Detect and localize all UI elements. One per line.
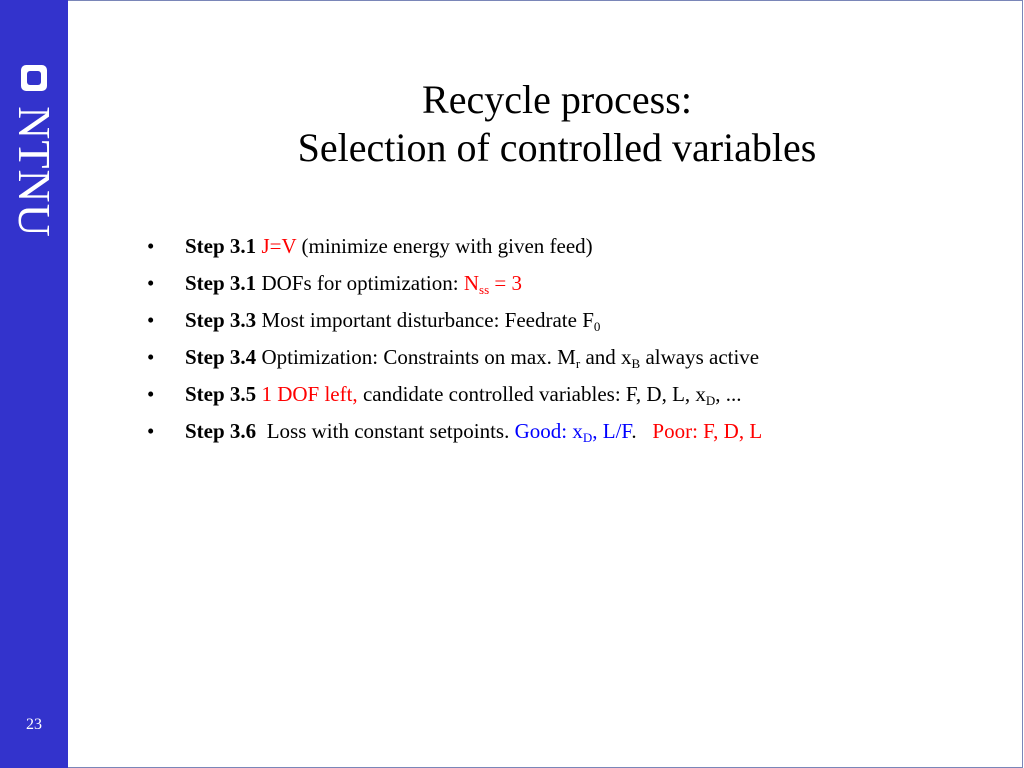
step-label: Step 3.3: [185, 308, 257, 332]
sidebar: [0, 0, 68, 768]
highlight-red: 1 DOF left,: [261, 382, 358, 406]
bullet-item: • Step 3.1 DOFs for optimization: $N_{ss} = 3$: [147, 265, 1007, 302]
bullet-item: • Step 3.1 J=V (minimize energy with given feed): [147, 228, 1007, 265]
step-label: Step 3.1: [185, 271, 257, 295]
highlight-red: $N_{ss} = 3$: [463, 271, 522, 297]
bullet-icon: •: [147, 382, 155, 406]
highlight-blue: Good: $x_D$, L/F: [514, 419, 632, 445]
step-label: Step 3.4: [185, 345, 257, 369]
bullet-item: • Step 3.4 Optimization: Constraints on max. $M_r$ and $x_B$ always active: [147, 339, 1007, 376]
bullet-icon: •: [147, 419, 155, 443]
bullet-icon: •: [147, 234, 155, 258]
bullet-item: • Step 3.3 Most important disturbance: Feedrate $F_0$: [147, 302, 1007, 339]
highlight-red: J=V: [261, 234, 297, 258]
step-label: Step 3.6: [185, 419, 257, 443]
bullet-list: [147, 228, 1007, 450]
step-label: Step 3.1: [185, 234, 257, 258]
step-label: Step 3.5: [185, 382, 257, 406]
bullet-item: • Step 3.5 1 DOF left, candidate controlled variables: F, D, L, $x_D$, ...: [147, 376, 1007, 413]
bullet-icon: •: [147, 271, 155, 295]
slide-title: [140, 76, 974, 172]
bullet-item: • Step 3.6 Loss with constant setpoints. Good: $x_D$, L/F. Poor: F, D, L: [147, 413, 1007, 450]
highlight-red: Poor: F, D, L: [652, 419, 763, 443]
page-number: 23: [26, 716, 42, 733]
ntnu-logo-text: NTNU: [9, 106, 60, 238]
ntnu-logo-icon: [20, 64, 48, 92]
bullet-icon: •: [147, 345, 155, 369]
title-line-2: Selection of controlled variables: [297, 125, 817, 170]
title-line-1: Recycle process:: [422, 77, 692, 122]
bullet-icon: •: [147, 308, 155, 332]
